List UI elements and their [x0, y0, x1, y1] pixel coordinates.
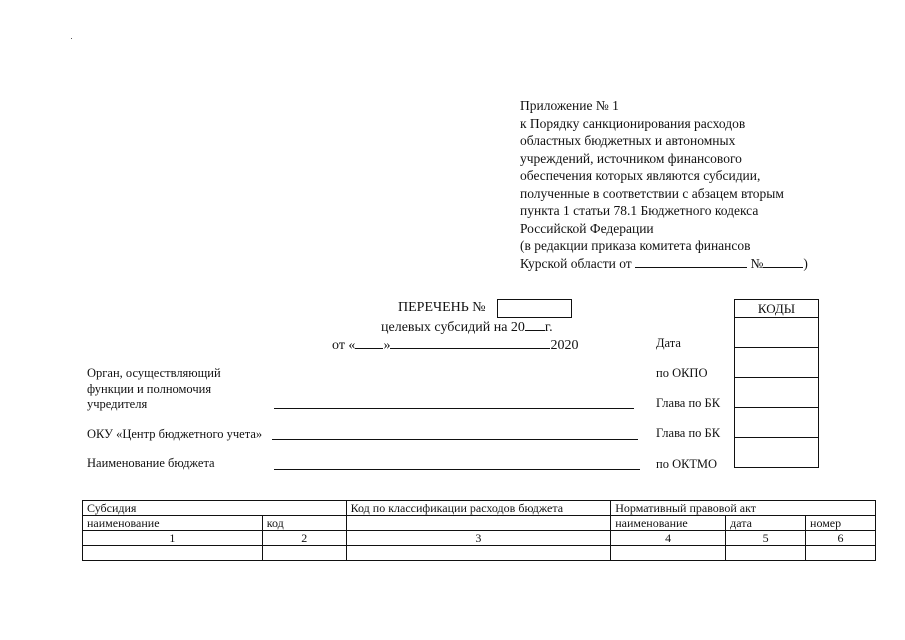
codes-box	[734, 299, 819, 468]
table-cell[interactable]	[346, 546, 611, 561]
appendix-line: (в редакции приказа комитета финансов	[520, 238, 751, 253]
order-number-blank[interactable]	[763, 255, 803, 268]
code-cell-glava-bk-1[interactable]	[735, 378, 818, 408]
code-cell-glava-bk-2[interactable]	[735, 408, 818, 438]
th-subsidy-code: код	[262, 516, 346, 531]
th-act-name: наименование	[611, 516, 726, 531]
scan-speck	[71, 38, 72, 39]
table-row	[83, 546, 876, 561]
col-number: 5	[726, 531, 806, 546]
col-number: 3	[346, 531, 611, 546]
col-number: 4	[611, 531, 726, 546]
document-title: ПЕРЕЧЕНЬ №	[398, 300, 486, 315]
document-number-box[interactable]	[497, 299, 572, 318]
appendix-line: учреждений, источником финансового	[520, 150, 742, 166]
th-act-number: номер	[806, 516, 876, 531]
code-cell-okpo[interactable]	[735, 348, 818, 378]
appendix-last-no: №	[750, 255, 764, 271]
subtitle	[381, 318, 553, 336]
th-act-date: дата	[726, 516, 806, 531]
organ-field-line[interactable]	[274, 408, 634, 409]
oku-field-line[interactable]	[272, 439, 638, 440]
subtitle-prefix: целевых субсидий на 20	[381, 320, 525, 335]
th-subsidy-name: наименование	[83, 516, 263, 531]
code-label-okpo: по ОКПО	[656, 366, 708, 380]
date-mid: »	[383, 338, 391, 353]
codes-header: КОДЫ	[735, 300, 818, 318]
th-subsidy: Субсидия	[83, 501, 347, 516]
day-blank[interactable]	[355, 336, 383, 349]
month-blank[interactable]	[390, 336, 550, 349]
appendix-line: Российской Федерации	[520, 220, 654, 236]
appendix-line: Приложение № 1	[520, 98, 619, 113]
col-number: 1	[83, 531, 263, 546]
table-cell[interactable]	[806, 546, 876, 561]
code-label-date: Дата	[656, 336, 681, 350]
code-label-glava-bk-1: Глава по БК	[656, 396, 721, 410]
table-sub-header-row	[83, 516, 876, 531]
subsidies-table	[82, 500, 876, 561]
code-cell-date[interactable]	[735, 318, 818, 348]
th-legal-act: Нормативный правовой акт	[611, 501, 876, 516]
budget-label: Наименование бюджета	[87, 456, 215, 470]
organ-label	[87, 366, 221, 413]
date-year: 2020	[550, 338, 579, 353]
appendix-line: обеспечения которых являются субсидии,	[520, 168, 761, 183]
appendix-line: к Порядку санкционирования расходов	[520, 115, 746, 131]
appendix-line: пункта 1 статьи 78.1 Бюджетного кодекса	[520, 203, 759, 218]
table-number-row	[83, 531, 876, 546]
date-prefix: от «	[332, 338, 356, 353]
date-line	[332, 336, 578, 354]
subtitle-suffix: г.	[544, 320, 553, 335]
table-cell[interactable]	[262, 546, 346, 561]
col-number: 6	[806, 531, 876, 546]
year-blank[interactable]	[525, 318, 545, 331]
appendix-line: полученные в соответствии с абзацем вторым	[520, 185, 784, 201]
appendix-block	[520, 97, 808, 272]
appendix-line: областных бюджетных и автономных	[520, 133, 736, 148]
code-label-glava-bk-2: Глава по БК	[656, 426, 721, 440]
col-number: 2	[262, 531, 346, 546]
table-group-header-row	[83, 501, 876, 516]
appendix-last-prefix: Курской области от	[520, 255, 632, 271]
th-code-empty	[346, 516, 611, 531]
appendix-last-close: )	[803, 255, 808, 271]
budget-field-line[interactable]	[274, 469, 640, 470]
appendix-last-line	[520, 255, 808, 273]
table-cell[interactable]	[83, 546, 263, 561]
table-cell[interactable]	[611, 546, 726, 561]
order-date-blank[interactable]	[635, 255, 747, 268]
oku-label: ОКУ «Центр бюджетного учета»	[87, 427, 263, 441]
code-cell-oktmo[interactable]	[735, 438, 818, 467]
organ-label-line: Орган, осуществляющий	[87, 366, 221, 380]
table-cell[interactable]	[726, 546, 806, 561]
organ-label-line: учредителя	[87, 397, 148, 411]
code-label-oktmo: по ОКТМО	[656, 457, 718, 471]
th-code-classification: Код по классификации расходов бюджета	[346, 501, 611, 516]
organ-label-line: функции и полномочия	[87, 381, 212, 396]
